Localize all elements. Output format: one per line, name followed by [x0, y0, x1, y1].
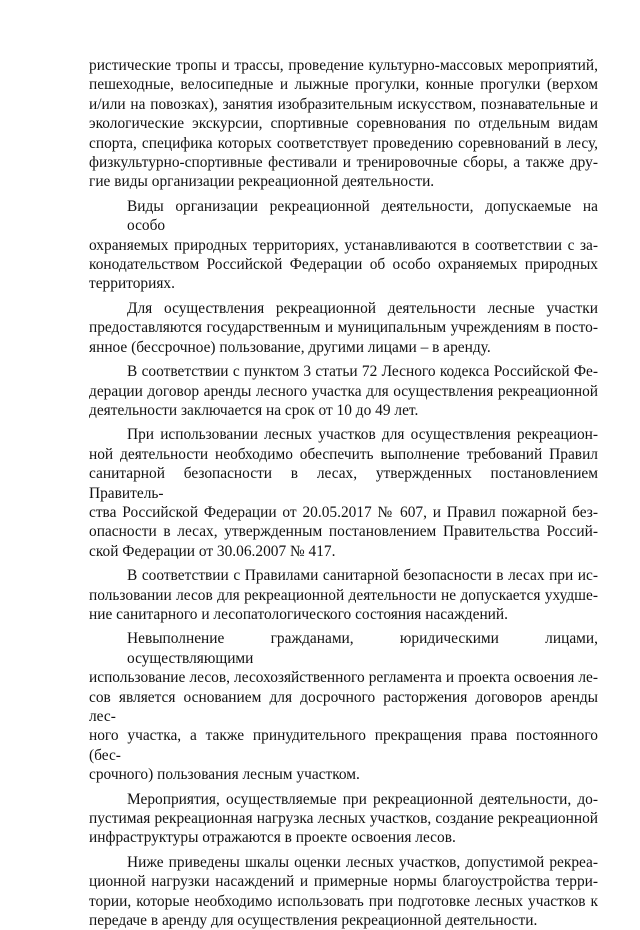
text-line: пустимая рекреационная нагрузка лесных участков, создание рекреационной: [89, 810, 598, 828]
text-line: ной деятельности необходимо обеспечить выполнение требований Правил: [89, 445, 598, 463]
text-line: Мероприятия, осуществляемые при рекреационной деятельности, до-: [127, 790, 598, 808]
paragraph-3: [89, 299, 598, 357]
text-line: тории, которые необходимо использовать при подготовке лесных участков к: [89, 892, 598, 910]
text-line: охраняемых природных территориях, устанавливаются в соответствии с за-: [89, 236, 598, 254]
text-line: срочного) пользования лесным участком.: [89, 766, 360, 784]
text-line: физкультурно-спортивные фестивали и тренировочные сборы, а также дру-: [89, 154, 598, 172]
text-line: деятельности заключается на срок от 10 до 49 лет.: [89, 401, 419, 419]
text-line: В соответствии с Правилами санитарной безопасности в лесах при ис-: [127, 567, 598, 585]
paragraph-1: [89, 56, 598, 192]
document-body: [89, 56, 598, 930]
text-line: санитарной безопасности в лесах, утвержденных постановлением Правитель-: [89, 465, 598, 502]
paragraph-2: [89, 197, 598, 294]
text-line: предоставляются государственным и муниципальным учреждениям в посто-: [89, 319, 598, 337]
paragraph-7: [89, 629, 598, 784]
text-line: инфраструктуры отражаются в проекте освоения лесов.: [89, 829, 456, 847]
text-line: опасности в лесах, утвержденным постановлением Правительства Россий-: [89, 523, 598, 541]
text-line: В соответствии с пунктом 3 статьи 72 Лесного кодекса Российской Фе-: [127, 363, 598, 381]
text-line: и/или на повозках), занятия изобразительным искусством, познавательные и: [89, 95, 598, 113]
text-line: спорта, специфика которых соответствует проведению соревнований в лесу,: [89, 134, 598, 152]
text-line: ного участка, а также принудительного прекращения права постоянного (бес-: [89, 727, 598, 764]
text-line: Невыполнение гражданами, юридическими лицами, осуществляющими: [127, 630, 598, 667]
text-line: ской Федерации от 30.06.2007 № 417.: [89, 542, 336, 560]
text-line: дерации договор аренды лесного участка для осуществления рекреационной: [89, 382, 598, 400]
paragraph-8: [89, 790, 598, 848]
text-line: ристические тропы и трассы, проведение культурно-массовых мероприятий,: [89, 57, 598, 74]
text-line: экологические экскурсии, спортивные соревнования по отдельным видам: [89, 115, 598, 133]
text-line: янное (бессрочное) пользование, другими лицами – в аренду.: [89, 338, 491, 356]
text-line: передаче в аренду для осуществления рекреационной деятельности.: [89, 912, 538, 930]
text-line: ние санитарного и лесопатологического состояния насаждений.: [89, 605, 508, 623]
text-line: сов является основанием для досрочного расторжения договоров аренды лес-: [89, 688, 598, 725]
text-line: конодательством Российской Федерации об особо охраняемых природных: [89, 256, 598, 274]
text-line: При использовании лесных участков для осуществления рекреацион-: [127, 426, 598, 444]
text-line: Виды организации рекреационной деятельности, допускаемые на особо: [127, 197, 598, 235]
paragraph-6: [89, 566, 598, 624]
text-line: ционной нагрузки насаждений и примерные нормы благоустройства терри-: [89, 873, 598, 891]
text-line: ства Российской Федерации от 20.05.2017 № 607, и Правил пожарной без-: [89, 503, 598, 521]
text-line: Для осуществления рекреационной деятельности лесные участки: [127, 299, 598, 317]
text-line: использование лесов, лесохозяйственного регламента и проекта освоения ле-: [89, 669, 598, 687]
text-line: пользовании лесов для рекреационной деятельности не допускается ухудше-: [89, 586, 598, 604]
paragraph-9: [89, 853, 598, 930]
text-line: Ниже приведены шкалы оценки лесных участков, допустимой рекреа-: [127, 853, 598, 871]
text-line: гие виды организации рекреационной деятельности.: [89, 173, 435, 191]
text-line: территориях.: [89, 275, 175, 293]
paragraph-4: [89, 362, 598, 420]
text-line: пешеходные, велосипедные и лыжные прогулки, конные прогулки (верхом: [89, 76, 598, 94]
paragraph-5: [89, 425, 598, 561]
